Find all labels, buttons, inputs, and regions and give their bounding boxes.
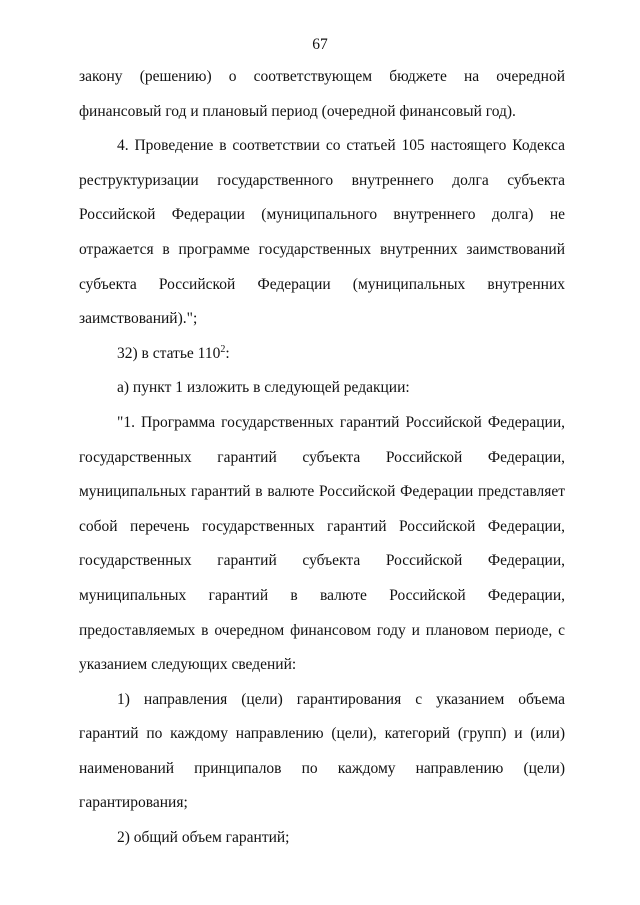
paragraph-continuation: закону (решению) о соответствующем бюджете на очередной финансовый год и плановый период (очередной финансовый год). xyxy=(79,68,565,120)
paragraph-item-32-text: 32) в статье 110 xyxy=(117,344,221,362)
document-body xyxy=(79,60,565,856)
paragraph-item-32 xyxy=(79,337,565,372)
page-number: 67 xyxy=(312,36,328,53)
paragraph-quoted-point-1: "1. Программа государственных гарантий Российской Федерации, государственных гарантий субъекта Российской Федерации, муниципальных гарантий в валюте Российской Федерации представляет собой перечень государственных гарантий Российской Федерации, государственных гарантий субъекта Российской Федерации, муниципальных гарантий в валюте Российской Федерации, предоставляемых в очередном финансовом году и плановом периоде, с указанием следующих сведений: xyxy=(79,413,565,674)
paragraph-list-item-2: 2) общий объем гарантий; xyxy=(117,829,290,847)
paragraph-subitem-a: а) пункт 1 изложить в следующей редакции: xyxy=(117,379,410,397)
paragraph-item-4: 4. Проведение в соответствии со статьей 105 настоящего Кодекса реструктуризации государственного внутреннего долга субъекта Российской Федерации (муниципального внутреннего долга) не отражается в программе государственных внутренних заимствований субъекта Российской Федерации (муниципальных внутренних заимствований)."; xyxy=(79,137,565,328)
paragraph-item-32-colon: : xyxy=(225,344,230,362)
paragraph-list-item-1: 1) направления (цели) гарантирования с указанием объема гарантий по каждому направлению (цели), категорий (групп) и (или) наименований принципалов по каждому направлению (цели) гарантирования; xyxy=(79,690,565,812)
superscript: 2 xyxy=(220,343,226,355)
